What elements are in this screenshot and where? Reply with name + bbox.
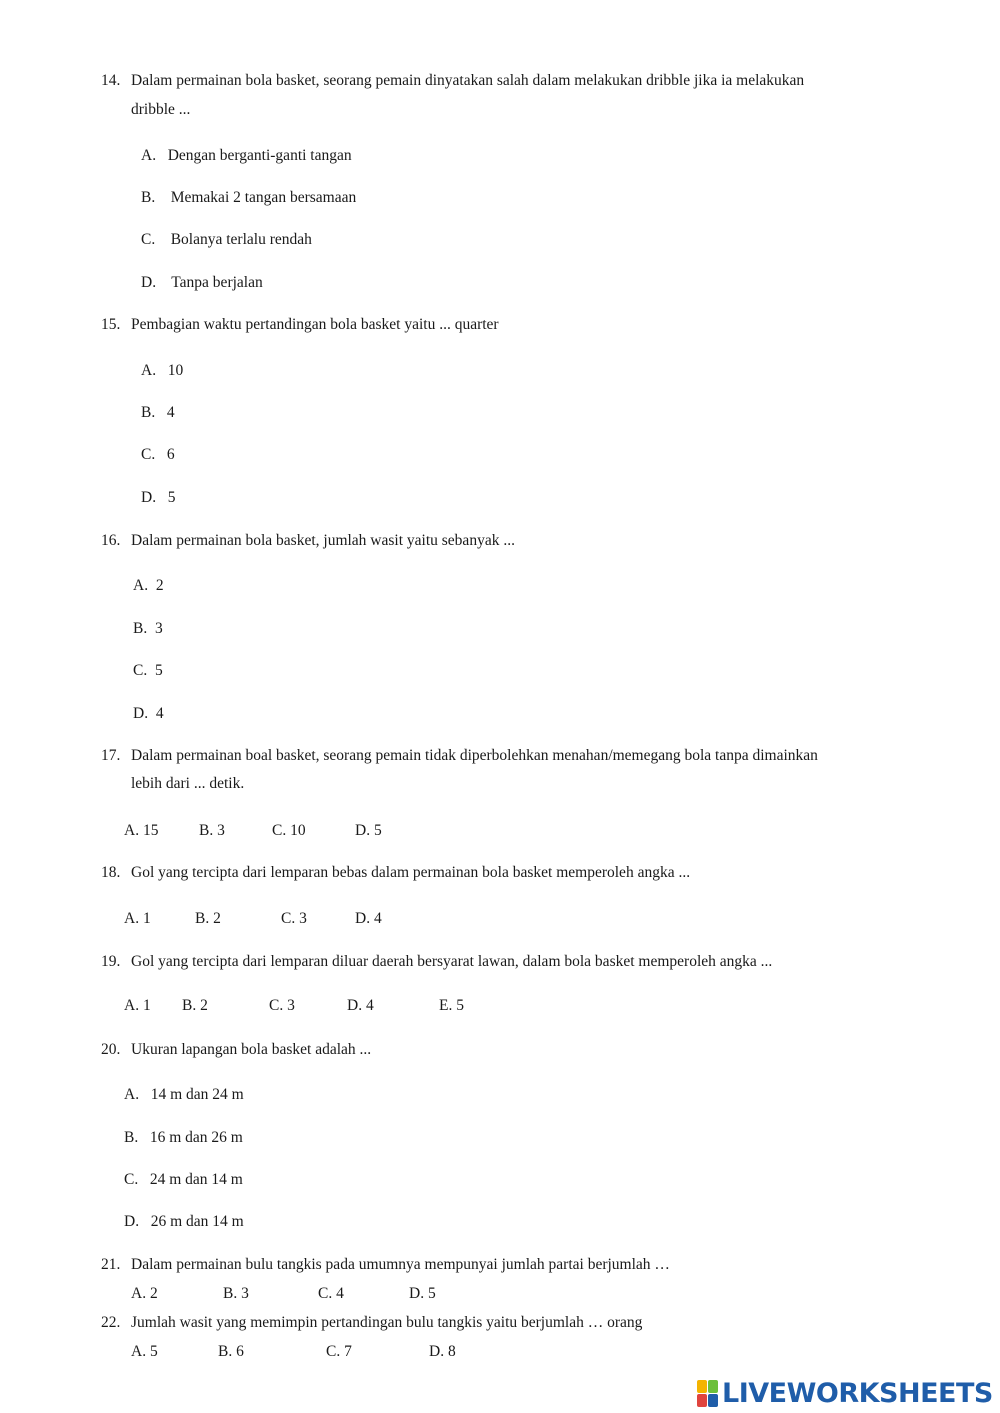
answer-option[interactable]: B. 16 m dan 26 m xyxy=(124,1129,243,1146)
question-number: 19. xyxy=(101,953,121,970)
answer-option[interactable]: A. 1 xyxy=(124,910,151,927)
question-number: 16. xyxy=(101,532,121,549)
answer-option[interactable]: D. 26 m dan 14 m xyxy=(124,1213,244,1230)
answer-option[interactable]: B. 3 xyxy=(133,620,163,637)
answer-option[interactable]: B. 4 xyxy=(141,404,175,421)
answer-option[interactable]: B. 2 xyxy=(195,910,221,927)
answer-option[interactable]: C. 6 xyxy=(141,446,175,463)
answer-option[interactable]: B. 3 xyxy=(223,1285,249,1302)
answer-option[interactable]: D. 4 xyxy=(355,910,382,927)
question-text: Ukuran lapangan bola basket adalah ... xyxy=(131,1041,372,1058)
liveworksheets-logo-text: LIVEWORKSHEETS xyxy=(722,1378,993,1409)
answer-option[interactable]: A. 2 xyxy=(131,1285,158,1302)
answer-option[interactable]: D. 8 xyxy=(429,1343,456,1360)
answer-option[interactable]: A. 15 xyxy=(124,822,159,839)
answer-option[interactable]: C. 5 xyxy=(133,662,163,679)
question-number: 20. xyxy=(101,1041,121,1058)
question-text: Pembagian waktu pertandingan bola basket yaitu ... quarter xyxy=(131,316,499,333)
answer-option[interactable]: E. 5 xyxy=(439,997,464,1014)
answer-option[interactable]: C. 24 m dan 14 m xyxy=(124,1171,243,1188)
question-number: 15. xyxy=(101,316,121,333)
answer-option[interactable]: B. 3 xyxy=(199,822,225,839)
question-text: dribble ... xyxy=(131,101,191,118)
answer-option[interactable]: B. 6 xyxy=(218,1343,244,1360)
answer-option[interactable]: D. 5 xyxy=(355,822,382,839)
question-number: 18. xyxy=(101,864,121,881)
question-text: Dalam permainan bulu tangkis pada umumnya mempunyai jumlah partai berjumlah … xyxy=(131,1256,670,1273)
answer-option[interactable]: B. 2 xyxy=(182,997,208,1014)
answer-option[interactable]: D. 5 xyxy=(141,489,176,506)
answer-option[interactable]: D. 4 xyxy=(347,997,374,1014)
answer-option[interactable]: A. Dengan berganti-ganti tangan xyxy=(141,147,352,164)
answer-option[interactable]: B. Memakai 2 tangan bersamaan xyxy=(141,189,357,206)
question-text: Dalam permainan bola basket, seorang pemain dinyatakan salah dalam melakukan dribble jika ia melakukan xyxy=(131,72,805,89)
answer-option[interactable]: C. 10 xyxy=(272,822,306,839)
liveworksheets-logo-icon xyxy=(697,1380,719,1408)
answer-option[interactable]: A. 14 m dan 24 m xyxy=(124,1086,244,1103)
answer-option[interactable]: C. 7 xyxy=(326,1343,352,1360)
answer-option[interactable]: A. 5 xyxy=(131,1343,158,1360)
answer-option[interactable]: D. 5 xyxy=(409,1285,436,1302)
answer-option[interactable]: C. Bolanya terlalu rendah xyxy=(141,231,312,248)
answer-option[interactable]: A. 1 xyxy=(124,997,151,1014)
answer-option[interactable]: C. 4 xyxy=(318,1285,344,1302)
answer-option[interactable]: C. 3 xyxy=(269,997,295,1014)
question-text: lebih dari ... detik. xyxy=(131,775,245,792)
question-text: Gol yang tercipta dari lemparan diluar daerah bersyarat lawan, dalam bola basket memperoleh angka ... xyxy=(131,953,773,970)
question-text: Gol yang tercipta dari lemparan bebas dalam permainan bola basket memperoleh angka ... xyxy=(131,864,691,881)
question-number: 17. xyxy=(101,747,121,764)
answer-option[interactable]: D. Tanpa berjalan xyxy=(141,274,263,291)
question-number: 22. xyxy=(101,1314,121,1331)
answer-option[interactable]: C. 3 xyxy=(281,910,307,927)
question-number: 21. xyxy=(101,1256,121,1273)
answer-option[interactable]: A. 2 xyxy=(133,577,164,594)
answer-option[interactable]: D. 4 xyxy=(133,705,164,722)
question-number: 14. xyxy=(101,72,121,89)
answer-option[interactable]: A. 10 xyxy=(141,362,184,379)
question-text: Jumlah wasit yang memimpin pertandingan bulu tangkis yaitu berjumlah … orang xyxy=(131,1314,643,1331)
liveworksheets-logo xyxy=(697,1378,993,1410)
question-text: Dalam permainan bola basket, jumlah wasit yaitu sebanyak ... xyxy=(131,532,515,549)
question-text: Dalam permainan boal basket, seorang pemain tidak diperbolehkan menahan/memegang bola tanpa dimainkan xyxy=(131,747,818,764)
